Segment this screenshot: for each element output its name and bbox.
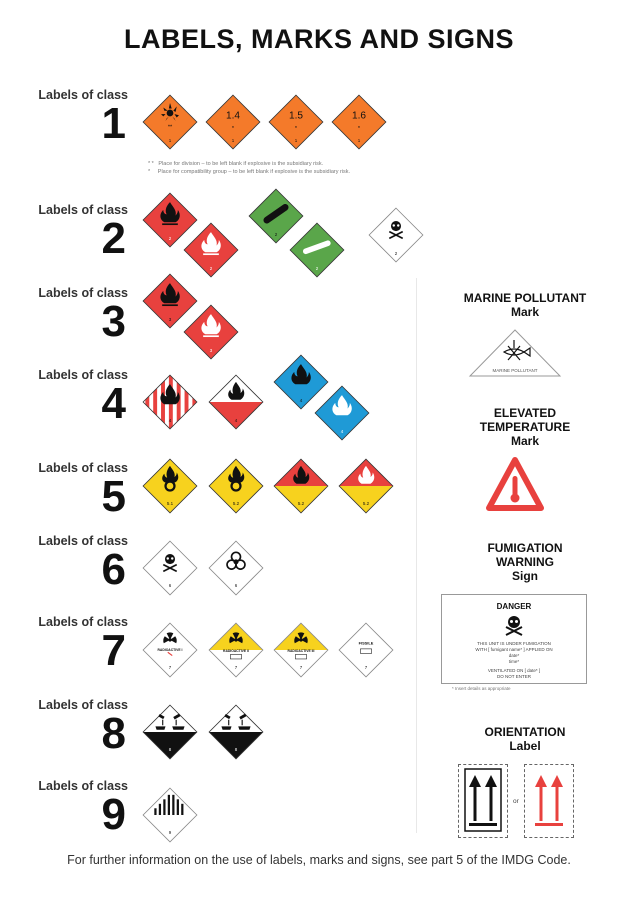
label-number: 7 bbox=[299, 665, 303, 671]
label-dangerous-when-wet-white bbox=[314, 385, 370, 441]
label-number: 4 bbox=[168, 418, 172, 424]
label-explosive-1-6 bbox=[331, 94, 387, 150]
class-number: 2 bbox=[101, 214, 126, 263]
heading-line: TEMPERATURE bbox=[479, 420, 571, 434]
label-number: 3 bbox=[209, 348, 213, 354]
class-9-heading bbox=[28, 779, 128, 837]
column-divider bbox=[416, 278, 417, 833]
orientation-label-red bbox=[524, 764, 574, 838]
label-number: 2 bbox=[274, 232, 278, 238]
fumigation-line: time* bbox=[508, 659, 520, 664]
label-spontaneously-combustible bbox=[208, 374, 264, 430]
label-radioactive-iii bbox=[273, 622, 329, 678]
up-arrows-icon bbox=[459, 765, 507, 837]
label-number: 4 bbox=[340, 429, 344, 435]
fumigation-line: VENTILATED ON [ date* ] bbox=[487, 668, 541, 673]
class-caption: Labels of class bbox=[38, 368, 128, 382]
class-number: 7 bbox=[101, 626, 126, 675]
class-number: 8 bbox=[101, 709, 126, 758]
class-caption: Labels of class bbox=[38, 615, 128, 629]
note-marker: * bbox=[148, 169, 151, 175]
label-oxidizer-5-1 bbox=[142, 458, 198, 514]
label-number: 8 bbox=[168, 747, 172, 753]
label-flammable-solid bbox=[142, 374, 198, 430]
label-explosive-1 bbox=[142, 94, 198, 150]
mark-text: MARINE POLLUTANT bbox=[492, 368, 538, 373]
label-flammable-gas-white bbox=[183, 222, 239, 278]
label-number: 2 bbox=[209, 266, 213, 272]
heading-line: Label bbox=[509, 739, 541, 753]
class-number: 1 bbox=[101, 99, 126, 148]
compat-mark: * bbox=[357, 125, 361, 132]
heading-line: MARINE POLLUTANT bbox=[463, 291, 587, 305]
skull-crossbones-icon bbox=[502, 613, 526, 642]
note-marker: * * bbox=[148, 161, 154, 167]
fumigation-line: date* bbox=[508, 653, 520, 658]
class-caption: Labels of class bbox=[38, 203, 128, 217]
label-toxic-gas bbox=[368, 207, 424, 263]
class-caption: Labels of class bbox=[38, 534, 128, 548]
label-organic-peroxide-red-yellow-white bbox=[338, 458, 394, 514]
heading-line: ORIENTATION bbox=[484, 725, 566, 739]
heading-line: ELEVATED bbox=[493, 406, 557, 420]
label-number: 7 bbox=[168, 665, 172, 671]
label-explosive-1-4 bbox=[205, 94, 261, 150]
fumigation-heading bbox=[440, 541, 610, 583]
page-title: LABELS, MARKS AND SIGNS bbox=[123, 24, 514, 54]
label-organic-peroxide-red-yellow bbox=[273, 458, 329, 514]
footer-note: For further information on the use of labels, marks and signs, see part 5 of the IMDG Code. bbox=[67, 853, 571, 867]
fumigation-warning-sign bbox=[441, 594, 587, 684]
class-8-heading bbox=[28, 698, 128, 756]
fumigation-line: THIS UNIT IS UNDER FUMIGATION bbox=[477, 641, 551, 646]
orientation-label-black bbox=[458, 764, 508, 838]
label-number: 7 bbox=[234, 665, 238, 671]
class-caption: Labels of class bbox=[38, 698, 128, 712]
fumigation-footnote: * Insert details as appropriate bbox=[452, 686, 511, 691]
heading-line: Mark bbox=[510, 305, 539, 319]
class-caption: Labels of class bbox=[38, 88, 128, 102]
note-line: Place for compatibility group – to be left blank if explosive is the subsidiary risk. bbox=[157, 169, 351, 175]
label-corrosive-alt bbox=[208, 704, 264, 760]
label-flammable-liquid-white bbox=[183, 304, 239, 360]
radioactive-text: RADIOACTIVE II bbox=[223, 649, 249, 654]
label-number: 1 bbox=[231, 138, 235, 144]
compat-mark: * bbox=[294, 125, 298, 132]
compat-mark: ** bbox=[167, 124, 173, 131]
label-number: 7 bbox=[364, 665, 368, 671]
label-organic-peroxide-yellow bbox=[208, 458, 264, 514]
class-1-notes bbox=[148, 160, 350, 176]
division-number: 1.5 bbox=[288, 110, 304, 122]
elevated-temperature-mark bbox=[485, 456, 545, 517]
heading-line: Sign bbox=[512, 569, 538, 583]
heading-line: Mark bbox=[510, 434, 539, 448]
label-number: 8 bbox=[234, 747, 238, 753]
label-infectious bbox=[208, 540, 264, 596]
label-miscellaneous bbox=[142, 787, 198, 843]
class-1-heading bbox=[28, 88, 128, 146]
class-number: 5 bbox=[101, 472, 126, 521]
class-number: 6 bbox=[101, 545, 126, 594]
class-number: 4 bbox=[101, 379, 126, 428]
fumigation-line: WITH [ fumigant name* ] APPLIED ON bbox=[475, 647, 553, 652]
class-4-heading bbox=[28, 368, 128, 426]
class-2-heading bbox=[28, 203, 128, 261]
label-number: 5.2 bbox=[297, 501, 305, 507]
or-text: or bbox=[513, 798, 519, 805]
radioactive-text: RADIOACTIVE III bbox=[287, 649, 315, 654]
fumigation-line: DO NOT ENTER bbox=[497, 674, 531, 679]
label-number: 2 bbox=[315, 266, 319, 272]
label-number: 6 bbox=[234, 583, 238, 589]
label-explosive-1-5 bbox=[268, 94, 324, 150]
label-toxic bbox=[142, 540, 198, 596]
class-5-heading bbox=[28, 461, 128, 519]
label-number: 4 bbox=[299, 398, 303, 404]
class-3-heading bbox=[28, 286, 128, 344]
note-line: Place for division – to be left blank if explosive is the subsidiary risk. bbox=[158, 161, 324, 167]
label-fissile bbox=[338, 622, 394, 678]
class-number: 9 bbox=[101, 790, 126, 839]
radioactive-text: RADIOACTIVE I bbox=[157, 648, 183, 653]
marine-pollutant-mark bbox=[468, 328, 562, 385]
class-6-heading bbox=[28, 534, 128, 592]
fumigation-details bbox=[442, 641, 586, 680]
division-number: 1.4 bbox=[225, 110, 241, 122]
orientation-heading bbox=[440, 725, 610, 753]
label-number: 6 bbox=[168, 583, 172, 589]
label-number: 5.2 bbox=[362, 501, 370, 507]
danger-text: DANGER bbox=[496, 602, 532, 611]
class-7-heading bbox=[28, 615, 128, 673]
label-number: 3 bbox=[168, 317, 172, 323]
label-corrosive bbox=[142, 704, 198, 760]
label-number: 1 bbox=[357, 138, 361, 144]
label-number: 5.2 bbox=[232, 501, 240, 507]
up-arrows-icon bbox=[525, 765, 573, 837]
class-caption: Labels of class bbox=[38, 286, 128, 300]
label-radioactive-i bbox=[142, 622, 198, 678]
marine-pollutant-heading bbox=[440, 291, 610, 319]
label-number: 1 bbox=[294, 138, 298, 144]
label-number: 9 bbox=[168, 830, 172, 836]
label-nonflammable-gas-white bbox=[289, 222, 345, 278]
compat-mark: * bbox=[231, 125, 235, 132]
fissile-text: FISSILE bbox=[358, 640, 374, 646]
heading-line: FUMIGATION bbox=[487, 541, 563, 555]
label-number: 4 bbox=[234, 418, 238, 424]
class-number: 3 bbox=[101, 297, 126, 346]
division-number: 1.6 bbox=[351, 110, 367, 122]
label-number: 5.1 bbox=[166, 501, 174, 507]
label-number: 2 bbox=[394, 251, 398, 257]
heading-line: WARNING bbox=[496, 555, 554, 569]
label-number: 1 bbox=[168, 138, 172, 144]
thermometer-icon bbox=[511, 476, 520, 503]
class-caption: Labels of class bbox=[38, 461, 128, 475]
elevated-temperature-heading bbox=[440, 406, 610, 448]
class-caption: Labels of class bbox=[38, 779, 128, 793]
label-number: 2 bbox=[168, 236, 172, 242]
label-radioactive-ii bbox=[208, 622, 264, 678]
